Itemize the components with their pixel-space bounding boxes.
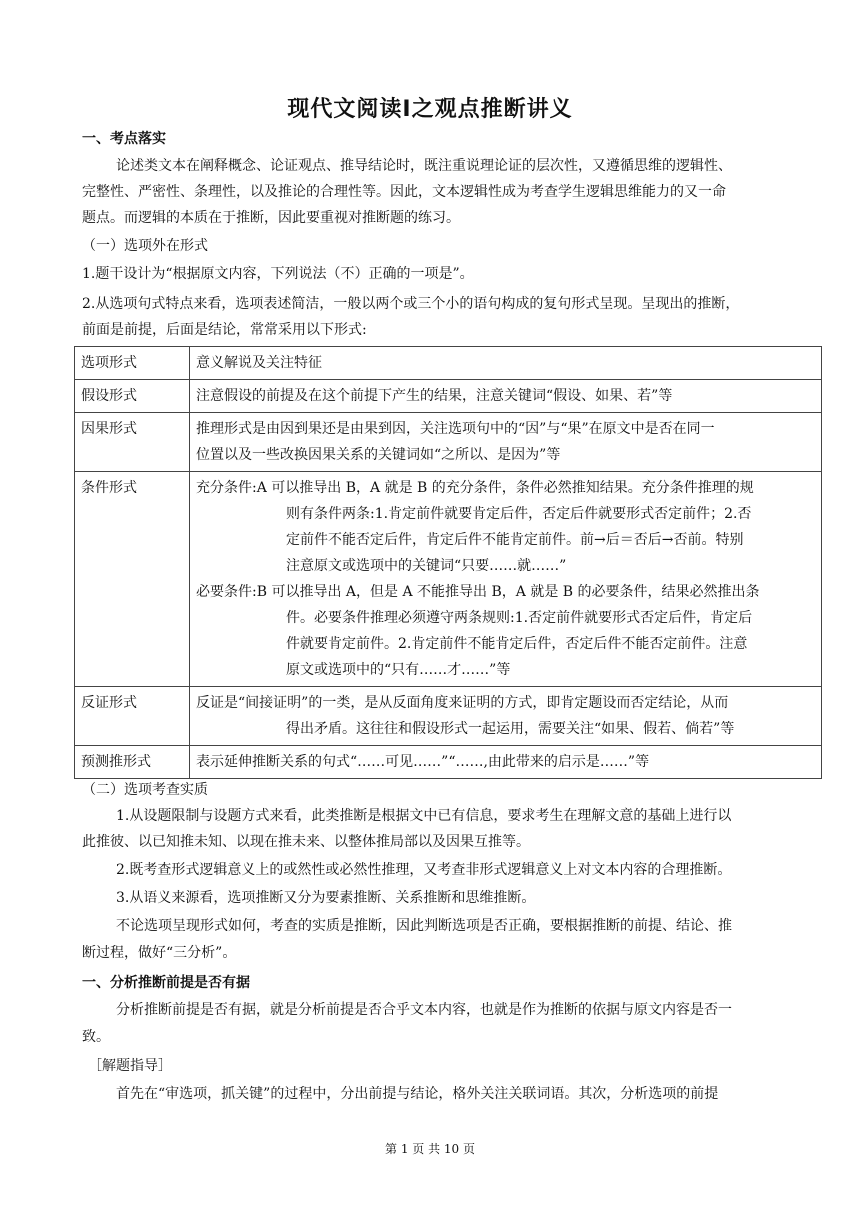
subheading-1: （一）选项外在形式 (82, 238, 208, 254)
paragraph: 此推彼、以已知推未知、以现在推未来、以整体推局部以及因果互推等。 (82, 834, 530, 850)
form-name-cell: 假设形式 (75, 380, 190, 413)
paragraph: 致。 (82, 1029, 110, 1045)
form-name-cell: 条件形式 (75, 472, 190, 687)
table-row (75, 687, 822, 746)
desc-line: 推理形式是由因到果还是由果到因，关注选项句中的“因”与“果”在原文中是否在同一 (196, 421, 715, 437)
desc-line: 定前件不能否定后件，肯定后件不能肯定前件。前→后＝否后→否前。特别 (286, 532, 744, 548)
page-title: 现代文阅读Ⅰ之观点推断讲义 (287, 97, 573, 122)
table-row (75, 413, 822, 472)
table-row (75, 380, 822, 413)
desc-line: 必要条件:B 可以推导出 A，但是 A 不能推导出 B，A 就是 B 的必要条件，结果必然推出条 (196, 584, 760, 600)
paragraph: 2.既考查形式逻辑意义上的或然性或必然性推理，又考查非形式逻辑意义上对文本内容的合理推断。 (116, 862, 732, 878)
form-desc-cell (190, 746, 822, 779)
intro-line: 论述类文本在阐释概念、论证观点、推导结论时，既注重说理论证的层次性，又遵循思维的逻辑性、 (116, 158, 732, 174)
page-footer: 第 1 页 共 10 页 (385, 1142, 475, 1156)
section-heading-2: 一、分析推断前提是否有据 (82, 975, 250, 991)
desc-line: 得出矛盾。这往往和假设形式一起运用，需要关注“如果、假若、倘若”等 (286, 721, 735, 737)
form-desc-cell (190, 413, 822, 472)
desc-line: 注意假设的前提及在这个前提下产生的结果，注意关键词“假设、如果、若”等 (196, 388, 673, 404)
table-header-row (75, 347, 822, 380)
table-header-cell: 意义解说及关注特征 (190, 347, 822, 380)
desc-line: 件就要肯定前件。2.肯定前件不能肯定后件，否定后件不能否定前件。注意 (286, 636, 748, 652)
option-forms-table (74, 346, 822, 779)
desc-line: 充分条件:A 可以推导出 B，A 就是 B 的充分条件，条件必然推知结果。充分条件推理的规 (196, 480, 754, 496)
paragraph: 2.从选项句式特点来看，选项表述简洁，一般以两个或三个小的语句构成的复句形式呈现。呈现出的推断， (82, 296, 740, 312)
form-name-cell: 因果形式 (75, 413, 190, 472)
paragraph: 3.从语义来源看，选项推断又分为要素推断、关系推断和思维推断。 (116, 890, 536, 906)
table-row (75, 472, 822, 687)
paragraph: 不论选项呈现形式如何，考查的实质是推断，因此判断选项是否正确，要根据推断的前提、结论、推 (116, 918, 732, 934)
paragraph: 1.题干设计为“根据原文内容，下列说法（不）正确的一项是”。 (82, 266, 474, 282)
desc-line: 注意原文或选项中的关键词“只要……就……” (286, 558, 567, 574)
intro-line: 题点。而逻辑的本质在于推断，因此要重视对推断题的练习。 (82, 210, 460, 226)
paragraph: 1.从设题限制与设题方式来看，此类推断是根据文中已有信息，要求考生在理解文意的基础上进行以 (116, 808, 732, 824)
guide-label: ［解题指导］ (88, 1058, 172, 1074)
desc-line: 反证是“间接证明”的一类，是从反面角度来证明的方式，即肯定题设而否定结论，从而 (196, 695, 729, 711)
desc-line: 位置以及一些改换因果关系的关键词如“之所以、是因为”等 (196, 447, 561, 463)
form-desc-cell (190, 380, 822, 413)
paragraph: 断过程，做好“三分析”。 (82, 945, 237, 961)
subheading-2: （二）选项考查实质 (82, 782, 208, 798)
form-desc-cell (190, 472, 822, 687)
form-name-cell: 反证形式 (75, 687, 190, 746)
intro-line: 完整性、严密性、条理性，以及推论的合理性等。因此，文本逻辑性成为考查学生逻辑思维能力的又一命 (82, 184, 726, 200)
paragraph: 首先在“审选项，抓关键”的过程中，分出前提与结论，格外关注关联词语。其次，分析选项的前提 (116, 1086, 719, 1102)
table-header-cell: 选项形式 (75, 347, 190, 380)
form-name-cell: 预测推形式 (75, 746, 190, 779)
desc-line: 则有条件两条:1.肯定前件就要肯定后件，否定后件就要形式否定前件；2.否 (286, 506, 752, 522)
desc-line: 表示延伸推断关系的句式“……可见……”“……,由此带来的启示是……”等 (196, 754, 650, 770)
desc-line: 件。必要条件推理必须遵守两条规则:1.否定前件就要形式否定后件，肯定后 (286, 610, 753, 626)
paragraph: 分析推断前提是否有据，就是分析前提是否合乎文本内容，也就是作为推断的依据与原文内容是否一 (116, 1002, 732, 1018)
form-desc-cell (190, 687, 822, 746)
desc-line: 原文或选项中的“只有……才……”等 (286, 662, 511, 678)
table-row (75, 746, 822, 779)
paragraph: 前面是前提，后面是结论，常常采用以下形式: (82, 322, 367, 338)
section-heading-1: 一、考点落实 (82, 131, 166, 147)
